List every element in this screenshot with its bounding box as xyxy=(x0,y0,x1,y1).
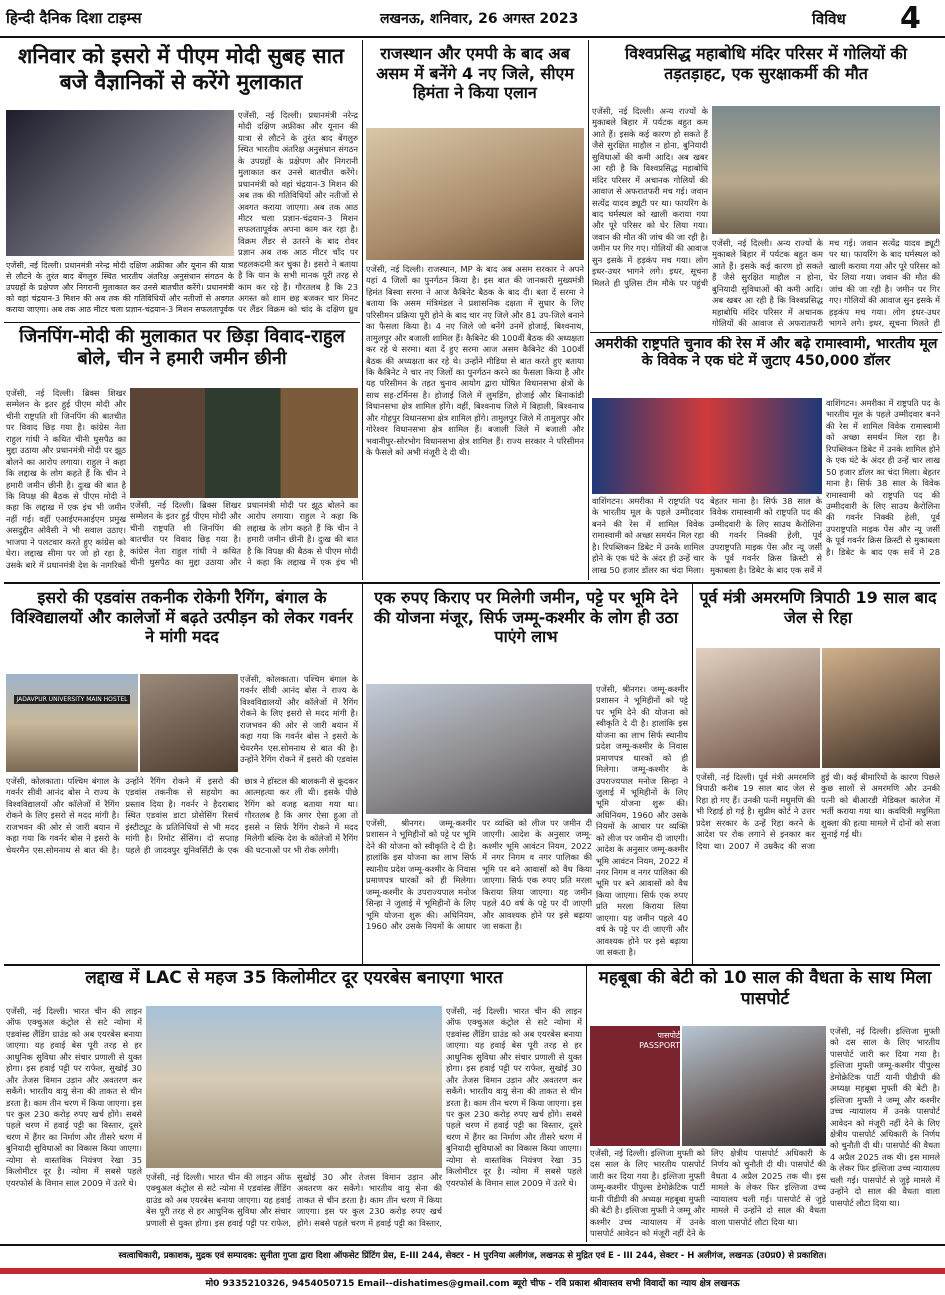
bodhgaya-body-a: एजेंसी, नई दिल्ली। अन्य राज्यों के मुकाबले बिहार में पर्यटक बहुत कम आते हैं। इसके कई कारण हो सकते हैं जैसे सुरक्षित माहौल न होना, बुनियादी सुविधाओं की कमी आदि। अब खबर आ रही है कि विश्वप्रसिद्ध महाबोधि मंदिर परिसर में अचानक गोलियों की आवाज से अफरातफरी मच गई। जवान सत्येंद्र यादव ड्यूटी पर था। फायरिंग के बाद घर्मस्थल को खाली कराया गया और पूरे परिसर को घेर लिया गया। जवान की मौत की जांच की जा रही है। जमीन पर गिर गए। गोलियों की आवाज सुन इसके में हड़कंप मच गया। लोग इधर-उधर भागने लगे। इधर, सूचना मिलते ही पुलिस टीम मौके पर पहुंची xyxy=(592,106,708,288)
column-divider xyxy=(692,584,693,964)
column-divider xyxy=(362,584,363,964)
lac-body-b: एजेंसी, नई दिल्ली। भारत चीन की लाइन ऑफ एक्चुअल कंट्रोल से सटे न्योमा में एडवांस्ड लैंडिंग ग्राउंड को अब एयरबेस बनाया जाएगा। यह हवाई बेस पूरी तरह से हर आधुनिक सुविधा और संचार प्रणाली से युक्त होगा। इस हवाई पट्टी पर राफेल, सुखोई 30 और तेजस विमान उड़ान और अवतरण कर सकेंगे। भारतीय वायु सेना की ताकत से चीन डरता है। काम तीन चरण में किया जाएगा। इस पर कुल 230 करोड़ रुपए खर्च होंगे। सबसे पहले चरण में हवाई पट्टी का विस्तार, xyxy=(146,1172,442,1228)
bodhgaya-photo xyxy=(712,106,940,234)
ragging-headline: इसरो की एडवांस तकनीक रोकेगी रैगिंग, बंगाल के विश्विद्यालयों और कालेजों में बढ़ते उत्पीड़न को लेकर गवर्नर ने मांगी मदद xyxy=(11,588,353,647)
row-divider xyxy=(4,964,940,966)
amarmani-photo xyxy=(822,648,940,768)
row-divider xyxy=(590,332,942,333)
lac-body-c: एजेंसी, नई दिल्ली। भारत चीन की लाइन ऑफ एक्चुअल कंट्रोल से सटे न्योमा में एडवांस्ड लैंडिंग ग्राउंड को अब एयरबेस बनाया जाएगा। यह हवाई बेस पूरी तरह से हर आधुनिक सुविधा और संचार प्रणाली से युक्त होगा। इस हवाई पट्टी पर राफेल, सुखोई 30 और तेजस विमान उड़ान और अवतरण कर सकेंगे। भारतीय वायु सेना की ताकत से चीन डरता है। काम तीन चरण में किया जाएगा। इस पर कुल 230 करोड़ रुपए खर्च होंगे। सबसे पहले चरण में हवाई पट्टी का विस्तार, दूसरे चरण में हैंगर का निर्माण और तीसरे चरण में बुनियादी सुविधाओं का विकास किया जाएगा। न्योमा से वास्तविक नियंत्रण रेखा 35 किलोमीटर दूर है। न्योमा में सबसे पहले एयरफोर्स के विमान साल 2009 में उतरे थे। xyxy=(446,1006,582,1188)
ragging-body-b: एजेंसी, कोलकाता। पश्चिम बंगाल के गवर्नर सीवी आनंद बोस ने राज्य के विश्वविद्यालयों और कॉलेजों में रैगिंग रोकने के लिए इसरो से मदद मांगी है। राजभवन की ओर से जारी बयान में कहा गया कि गवर्नर बोस ने इसरो के चेयरमैन एस.सोमनाथ से बात की है। उन्होंने रैगिंग रोकने में इसरो की एडवांस तकनीक से सहयोग का प्रस्ताव दिया है। गवर्नर ने हैदराबाद स्थित एडवांस डाटा प्रोसेसिंग रिसर्च इंस्टीट्यूट के प्रतिनिधियों से भी मदद मांगी है। रिमोट सेंसिंग। दो सप्ताह पहले ही जादवपुर यूनिवर्सिटी के एक छात्र ने हॉस्टल की बालकनी से कूदकर आत्महत्या कर ली थी। इसके पीछे रैगिंग को वजह बताया गया था। गौरतलब है कि अगर ऐसा हुआ तो इससे न सिर्फ रैगिंग रोकने में मदद मिलेगी बल्कि देश के कॉलेजों में रैगिंग की घटनाओं पर भी रोक लगेगी। xyxy=(6,776,358,855)
row-divider xyxy=(4,582,940,584)
ramaswamy-body-a: वाशिंगटन। अमरीका में राष्ट्रपति पद के भारतीय मूल के पहले उम्मीदवार बनने की रेस में शामिल विवेक रामास्वामी को अच्छा समर्थन मिल रहा है। रिपब्लिकन डिबेट में उनके शामिल होने के एक घंटे के अंदर ही उन्हें चार लाख 50 हजार डॉलर का चंदा मिला। बेहतर माना है। सिर्फ 38 साल के विवेक रामास्वामी को राष्ट्रपति पद की उम्मीदवारी के लिए साउथ कैरोलिना की गवर्नर निक्की हेली, पूर्व उपराष्ट्रपति माइक पेंस और न्यू जर्सी के पूर्व गवर्नर क्रिस क्रिस्टी से मुकाबला है। डिबेट के बाद एक सर्वे में xyxy=(592,496,822,575)
footer-red-strip xyxy=(0,1268,945,1274)
imprint-line-2: मो0 9335210326, 9454050715 Email--dishatimes@gmail.com ब्यूरो चीफ - रवि प्रकाश श्रीवास्तव सभी विवादों का न्याय क्षेत्र लखनऊ xyxy=(205,1279,740,1289)
row-divider xyxy=(4,322,360,323)
jk-land-body-b: एजेंसी, श्रीनगर। जम्मू-कश्मीर प्रशासन ने भूमिहीनों को पट्टे पर भूमि देने की योजना को स्वीकृति दे दी है। हालांकि इस योजना का लाभ सिर्फ स्थानीय प्रदेश जम्मू-कश्मीर के निवास प्रमाणपत्र धारकों को ही मिलेगा। जम्मू-कश्मीर के उपराज्यपाल मनोज सिन्हा ने जुलाई में भूमिहीनों के लिए भूमि योजना शुरू की। अधिनियम, 1960 और उसके नियमों के आधार पर व्यक्ति को लीज पर जमीन दी जाएगी। आदेश के अनुसार जम्मू-कश्मीर भूमि आवंटन नियम, 2022 में नगर निगम व नगर पालिका की भूमि पर बने आवासों को वैध किया जाएगा। सिर्फ एक रुपए प्रति मरला किराया लिया जाएगा। यह जमीन पहले 40 वर्ष के पट्टे पर दी जाएगी और आवश्यक होने पर इसे बढ़ाया जा सकता है। xyxy=(596,684,688,958)
column-divider xyxy=(586,966,587,1242)
passport-en-label: PASSPORT xyxy=(639,1041,680,1050)
ragging-body-a: एजेंसी, कोलकाता। पश्चिम बंगाल के गवर्नर सीवी आनंद बोस ने राज्य के विश्वविद्यालयों और कॉलेजों में रैगिंग रोकने के लिए इसरो से मदद मांगी है। राजभवन की ओर से जारी बयान में कहा गया कि गवर्नर बोस ने इसरो के चेयरमैन एस.सोमनाथ से बात की है। उन्होंने रैगिंग रोकने में इसरो की एडवांस xyxy=(240,674,358,765)
mehbooba-body-a: एजेंसी, नई दिल्ली। इल्तिजा मुफ्ती को दस साल के लिए भारतीय पासपोर्ट जारी कर दिया गया है। इल्तिजा मुफ्ती जम्मू-कश्मीर पीपुल्स डेमोक्रेटिक पार्टी यानी पीडीपी की अध्यक्ष महबूबा मुफ्ती की बेटी है। इल्तिजा मुफ्ती ने जम्मू और कश्मीर उच्च न्यायालय में उनके पासपोर्ट आवेदन को मंजूरी नहीं देने के लिए क्षेत्रीय पासपोर्ट अधिकारी के निर्णय को चुनौती दी थी। पासपोर्ट की वैधता 4 अप्रैल 2025 तक थी। इस मामले के लेकर फिर इल्तिजा उच्च न्यायालय चली गई। पासपोर्ट से जुड़े मामले में उन्होंने दो साल की वैधता वाला पासपोर्ट लौटा दिया था। xyxy=(590,1148,826,1239)
manoj-sinha-photo xyxy=(366,684,592,814)
jk-land-headline: एक रुपए किराए पर मिलेगी जमीन, पट्टे पर भूमि देने की योजना मंजूर, सिर्फ जम्मू-कश्मीर के लोग ही उठा पाएंगे लाभ xyxy=(373,588,679,647)
jadavpur-hostel-photo xyxy=(6,674,138,772)
nyoma-airbase-photo xyxy=(146,1006,442,1168)
assam-body: एजेंसी, नई दिल्ली। राजस्थान, MP के बाद अब असम सरकार ने अपने यहां 4 जिलों का पुनर्गठन किया है। इस बात की जानकारी मुख्यमंत्री हिमंत बिस्वा सरमा ने आज कैबिनेट बैठक के बाद दी। बता दें सरमा ने बताया कि असम मंत्रिमंडल ने प्रशासनिक दक्षता में सुधार के लिए परिसीमन प्रक्रिया पूरी होने के बाद चार नए जिले और 81 उप-जिले बनाने का फैसला किया है। 4 नए जिले जो बनेंगे उनमें होजाई, बिश्वनाथ, तामुलपुर और बजाली शामिल हैं। कैबिनेट की 100वीं बैठक की अध्यक्षता कर रहे थे सरमा। बता दें हुए सरमा आज असम कैबिनेट की 100वीं बैठक की अध्यक्षता कर रहे थे। उन्होंने मीडिया से बात करते हुए बताया कि कैबिनेट ने चार नए जिलों का पुनर्गठन करने का फैसला किया है और यह परिसीमन के तहत चुनाव आयोग द्वारा घोषित विधानसभा क्षेत्रों के साथ सह-टर्मिनस है। होजाई जिले में लुमडिंग, होजाई और बिनाकांडी विधानसभा क्षेत्र शामिल होंगे। वहीं, बिश्वनाथ जिले में बिहाली, बिश्वनाथ और गोहपुर विधानसभा क्षेत्र शामिल होंगे। तामुलपुर जिले में तामुलपुर और गोरेश्वर विधानसभा क्षेत्र शामिल हैं। बजाली जिले में बजाली और भवानीपुर-सोरभोग विधानसभा क्षेत्र शामिल हैं। राज्य सरकार ने परिसीमन के फैसले को अभी मंजूरी दे दी थी। xyxy=(366,264,584,457)
passport-label: पासपोर्ट xyxy=(657,1031,680,1040)
tripathi-body: एजेंसी, नई दिल्ली। पूर्व मंत्री अमरमणि त्रिपाठी करीब 19 साल बाद जेल से रिहा हो गए हैं। उनकी पत्नी मधुमणि की भी रिहाई हो गई है। सुप्रीम कोर्ट ने उत्तर प्रदेश सरकार के उन्हें रिहा करने के आदेश पर रोक लगाने से इनकार कर दिया था। 2007 में उम्रकैद की सजा हुई थी। कई बीमारियों के कारण पिछले कुछ सालों से अमरमणि और उनकी पत्नी को बीआरडी मेडिकल कालेज में भर्ती कराया गया था। कवयित्री मधुमिता शुक्ला की हत्या मामले में दोनों को सजा सुनाई गई थी। xyxy=(696,772,940,851)
lac-body-a: एजेंसी, नई दिल्ली। भारत चीन की लाइन ऑफ एक्चुअल कंट्रोल से सटे न्योमा में एडवांस्ड लैंडिंग ग्राउंड को अब एयरबेस बनाया जाएगा। यह हवाई बेस पूरी तरह से हर आधुनिक सुविधा और संचार प्रणाली से युक्त होगा। इस हवाई पट्टी पर राफेल, सुखोई 30 और तेजस विमान उड़ान और अवतरण कर सकेंगे। भारतीय वायु सेना की ताकत से चीन डरता है। काम तीन चरण में किया जाएगा। इस पर कुल 230 करोड़ रुपए खर्च होंगे। सबसे पहले चरण में हवाई पट्टी का विस्तार, दूसरे चरण में हैंगर का निर्माण और तीसरे चरण में बुनियादी सुविधाओं का विकास किया जाएगा। न्योमा से वास्तविक नियंत्रण रेखा 35 किलोमीटर दूर है। न्योमा में सबसे पहले एयरफोर्स के विमान साल 2009 में उतरे थे। xyxy=(6,1006,142,1188)
jadavpur-sign: JADAVPUR UNIVERSITY MAIN HOSTEL xyxy=(16,696,128,703)
modi-body-b: एजेंसी, नई दिल्ली। प्रधानमंत्री नरेन्द्र मोदी दक्षिण अफ्रीका और यूनान की यात्रा से लौटने के तुरंत बाद बेंगलुरु स्थित भारतीय अंतरिक्ष अनुसंधान संगठन के उपग्रहों के प्रक्षेपण और निगरानी मुलाकात कर उनसे बातचीत करेंगे। प्रधानमंत्री को वहां चंद्रयान-3 मिशन की अब तक की गतिविधियों और नतीजों से अवगत कराया जाएगा। अब तक आठ मीटर चला प्रज्ञान-चंद्रयान-3 मिशन सफलतापूर्वक अपना काम कर रहा है। विक्रम लैंडर से उतरने के बाद रोवर प्रज्ञान अब तक आठ मीटर चाँद पर चहलकदमी कर चुका है। इसरो ने बताया है कि यान के सभी मानक पूरी तरह से काम कर रहे हैं। गौरतलब है कि 23 अगस्त को शाम छह बजकर चार मिनट पर लैंडर विक्रम को चांद के दक्षिण ध्रुव xyxy=(238,110,358,315)
passport-photo xyxy=(590,1026,680,1146)
jinping-body-b: एजेंसी, नई दिल्ली। ब्रिक्स शिखर सम्मेलन के इतर हुई पीएम मोदी और चीनी राष्ट्रपति शी जिनपिंग की बातचीत पर विवाद छिड़ गया है। कांग्रेस नेता राहुल गांधी ने कथित चीनी घुसपैठ का मुद्दा उठाया और प्रधानमंत्री मोदी पर झूठ बोलने का आरोप लगाया। राहुल ने कहा कि लद्दाख के लोग कहते हैं कि चीन ने हमारी जमीन छीनी है। दुःख की बात है कि विपक्ष की बैठक से पीएम मोदी ने कहा कि लद्दाख में एक इंच भी xyxy=(130,500,358,568)
lac-headline: लद्दाख में LAC से महज 35 किलोमीटर दूर एयरबेस बनाएगा भारत xyxy=(85,968,503,988)
page-number: 4 xyxy=(900,1,921,36)
bodhgaya-body-b: एजेंसी, नई दिल्ली। अन्य राज्यों के मुकाबले बिहार में पर्यटक बहुत कम आते हैं। इसके कई कारण हो सकते हैं जैसे सुरक्षित माहौल न होना, बुनियादी सुविधाओं की कमी आदि। अब खबर आ रही है कि विश्वप्रसिद्ध महाबोधि मंदिर परिसर में अचानक गोलियों की आवाज से अफरातफरी मच गई। जवान सत्येंद्र यादव ड्यूटी पर था। फायरिंग के बाद घर्मस्थल को खाली कराया गया और पूरे परिसर को घेर लिया गया। जवान की मौत की जांच की जा रही है। जमीन पर गिर गए। गोलियों की आवाज सुन इसके में हड़कंप मच गया। लोग इधर-उधर भागने लगे। इधर, सूचना मिलते ही xyxy=(712,238,940,329)
jinping-photo-collage xyxy=(130,388,358,498)
ramaswamy-body-b: वाशिंगटन। अमरीका में राष्ट्रपति पद के भारतीय मूल के पहले उम्मीदवार बनने की रेस में शामिल विवेक रामास्वामी को अच्छा समर्थन मिल रहा है। रिपब्लिकन डिबेट में उनके शामिल होने के एक घंटे के अंदर ही उन्हें चार लाख 50 हजार डॉलर का चंदा मिला। बेहतर माना है। सिर्फ 38 साल के विवेक रामास्वामी को राष्ट्रपति पद की उम्मीदवारी के लिए साउथ कैरोलिना की गवर्नर निक्की हेली, पूर्व उपराष्ट्रपति माइक पेंस और न्यू जर्सी के पूर्व गवर्नर क्रिस क्रिस्टी से मुकाबला है। डिबेट के बाद एक सर्वे में 28 xyxy=(826,398,940,557)
section-name: विविध xyxy=(812,10,846,28)
masthead xyxy=(0,0,945,38)
modi-headline: शनिवार को इसरो में पीएम मोदी सुबह सात बजे वैज्ञानिकों से करेंगे मुलाकात xyxy=(18,44,344,94)
mehbooba-body-b: एजेंसी, नई दिल्ली। इल्तिजा मुफ्ती को दस साल के लिए भारतीय पासपोर्ट जारी कर दिया गया है। इल्तिजा मुफ्ती जम्मू-कश्मीर पीपुल्स डेमोक्रेटिक पार्टी यानी पीडीपी की अध्यक्ष महबूबा मुफ्ती की बेटी है। इल्तिजा मुफ्ती ने जम्मू और कश्मीर उच्च न्यायालय में उनके पासपोर्ट आवेदन को मंजूरी नहीं देने के लिए क्षेत्रीय पासपोर्ट अधिकारी के निर्णय को चुनौती दी थी। पासपोर्ट की वैधता 4 अप्रैल 2025 तक थी। इस मामले के लेकर फिर इल्तिजा उच्च न्यायालय चली गई। पासपोर्ट से जुड़े मामले में उन्होंने दो साल की वैधता वाला पासपोर्ट लौटा दिया था। xyxy=(830,1026,940,1208)
mehbooba-photo xyxy=(682,1026,826,1146)
assam-headline: राजस्थान और एमपी के बाद अब असम में बनेंगे 4 नए जिले, सीएम हिमंता ने किया एलान xyxy=(376,44,574,103)
mehbooba-headline: महबूबा की बेटी को 10 साल की वैधता के साथ मिला पासपोर्ट xyxy=(598,968,932,1009)
ramaswamy-photo xyxy=(592,398,822,494)
bodhgaya-headline: विश्वप्रसिद्ध महाबोधि मंदिर परिसर में गोलियों की तड़तड़ाहट, एक सुरक्षाकर्मी की मौत xyxy=(625,44,907,83)
column-divider xyxy=(588,40,589,580)
tripathi-headline: पूर्व मंत्री अमरमणि त्रिपाठी 19 साल बाद जेल से रिहा xyxy=(699,588,937,627)
ramaswamy-headline: अमरीकी राष्ट्रपति चुनाव की रेस में और बढ़े रामास्वामी, भारतीय मूल के विवेक ने एक घंटे में जुटाए 450,000 डॉलर xyxy=(594,336,938,370)
column-divider xyxy=(362,40,363,580)
imprint-line-1: स्वत्वाधिकारी, प्रकाशक, मुद्रक एवं सम्पादक: सुनीता गुप्ता द्वारा दिशा ऑफसेट प्रिंटिंग प्रेस, E-III 244, सेक्टर - H पुरनिया अलीगंज, लखनऊ से मुद्रित एवं E - III 244, सेक्टर - H अलीगंज, लखनऊ (उ0प्र0) से प्रकाशित। xyxy=(118,1251,827,1261)
modi-photo xyxy=(6,110,234,256)
jk-land-body-a: एजेंसी, श्रीनगर। जम्मू-कश्मीर प्रशासन ने भूमिहीनों को पट्टे पर भूमि देने की योजना को स्वीकृति दे दी है। हालांकि इस योजना का लाभ सिर्फ स्थानीय प्रदेश जम्मू-कश्मीर के निवास प्रमाणपत्र धारकों को ही मिलेगा। जम्मू-कश्मीर के उपराज्यपाल मनोज सिन्हा ने जुलाई में भूमिहीनों के लिए भूमि योजना शुरू की। अधिनियम, 1960 और उसके नियमों के आधार पर व्यक्ति को लीज पर जमीन दी जाएगी। आदेश के अनुसार जम्मू-कश्मीर भूमि आवंटन नियम, 2022 में नगर निगम व नगर पालिका की भूमि पर बने आवासों को वैध किया जाएगा। सिर्फ एक रुपए प्रति मरला किराया लिया जाएगा। यह जमीन पहले 40 वर्ष के पट्टे पर दी जाएगी और आवश्यक होने पर इसे बढ़ाया जा सकता है। xyxy=(366,818,592,931)
jinping-headline: जिनपिंग-मोदी की मुलाकात पर छिड़ा विवाद-राहुल बोले, चीन ने हमारी जमीन छीनी xyxy=(19,326,345,369)
jinping-body-a: एजेंसी, नई दिल्ली। ब्रिक्स शिखर सम्मेलन के इतर हुई पीएम मोदी और चीनी राष्ट्रपति शी जिनपिंग की बातचीत पर विवाद छिड़ गया है। कांग्रेस नेता राहुल गांधी ने कथित चीनी घुसपैठ का मुद्दा उठाया और प्रधानमंत्री मोदी पर झूठ बोलने का आरोप लगाया। राहुल ने कहा कि लद्दाख के लोग कहते हैं कि चीन ने हमारी जमीन छीनी है। दुःख की बात है कि विपक्ष की बैठक से पीएम मोदी ने कहा कि लद्दाख में एक इंच भी जमीन नहीं गई। वहीं एआईएमआईएम प्रमुख असदुद्दीन ओवैसी ने भी सवाल उठाए। भाजपा ने पलटवार करते हुए कांग्रेस को घेरा। लद्दाख सीमा पर जो हो रहा है, उसके बारे में प्रधानमंत्री देश के नागरिकों xyxy=(6,388,126,570)
date-line: लखनऊ, शनिवार, 26 अगस्त 2023 xyxy=(380,11,579,27)
paper-name: हिन्दी दैनिक दिशा टाइम्स xyxy=(6,9,142,27)
himanta-photo xyxy=(366,128,584,260)
madhumita-photo xyxy=(696,648,820,768)
modi-body-a: एजेंसी, नई दिल्ली। प्रधानमंत्री नरेन्द्र मोदी दक्षिण अफ्रीका और यूनान की यात्रा से लौटने के तुरंत बाद बेंगलुरु स्थित भारतीय अंतरिक्ष अनुसंधान संगठन के उपग्रहों के प्रक्षेपण और निगरानी मुलाकात कर उनसे बातचीत करेंगे। प्रधानमंत्री को वहां चंद्रयान-3 मिशन की अब तक की गतिविधियों और नतीजों से अवगत कराया जाएगा। अब तक आठ मीटर चला प्रज्ञान-चंद्रयान-3 मिशन सफलतापूर्वक xyxy=(6,261,234,315)
governor-photo xyxy=(140,674,238,772)
